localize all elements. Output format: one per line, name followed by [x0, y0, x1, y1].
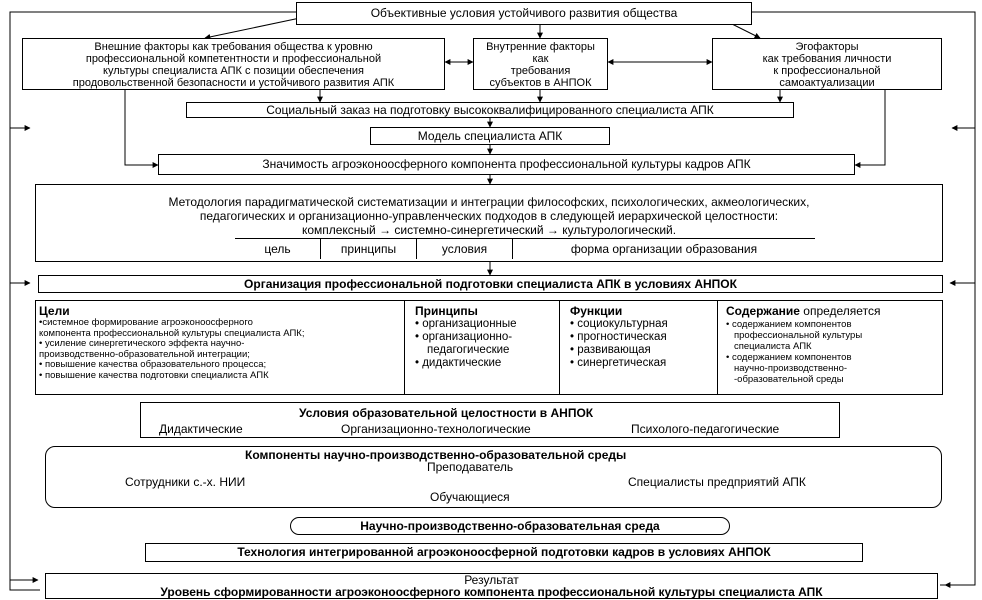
internal-line: требования	[510, 65, 571, 77]
methodology-line: комплексный → системно-синергетический → культурологический.	[301, 223, 677, 237]
goal-item: •системное формирование агроэконоосферного	[39, 317, 253, 328]
methodology-cell: форма организации образования	[570, 242, 758, 256]
goal-item: производственно-образовательной интеграции;	[39, 348, 250, 360]
teacher-node: Преподаватель	[427, 460, 514, 474]
condition-item: Психолого-педагогические	[631, 422, 780, 436]
ego-line: как требования личности	[762, 53, 892, 65]
external-line: продовольственной безопасности и устойчивого развития АПК	[72, 77, 395, 89]
function-item: • социокультурная	[570, 318, 668, 330]
principle-item: педагогические	[427, 344, 510, 356]
methodology-cell: цель	[235, 239, 321, 259]
external-factors-box	[22, 38, 445, 90]
content-item: специалиста АПК	[734, 341, 812, 352]
principle-item: • организационные	[415, 318, 517, 330]
internal-line: как	[532, 53, 549, 65]
external-line: Внешние факторы как требования общества к уровню	[94, 41, 373, 53]
internal-line: Внутренние факторы	[486, 41, 595, 53]
content-item: научно-производственно-	[734, 363, 848, 374]
significance-text: Значимость агроэконоосферного компонента профессиональной культуры кадров АПК	[262, 157, 751, 171]
functions-heading: Функции	[570, 304, 623, 318]
goals-column	[35, 300, 405, 395]
result-box	[45, 573, 938, 599]
ego-line: Эгофакторы	[795, 41, 859, 53]
internal-line: субъектов в АНПОК	[489, 77, 592, 89]
content-column	[718, 300, 943, 395]
result-text: Уровень сформированности агроэконоосферного компонента профессиональной культуры специалиста АПК	[160, 585, 823, 599]
methodology-line: Методология парадигматической систематизации и интеграции философских, психологических, акмеологических,	[168, 195, 810, 209]
methodology-line: педагогических и организационно-управленческих подходов в следующей иерархической целостности:	[199, 209, 779, 223]
function-item: • синергетическая	[570, 357, 667, 369]
principle-item: • организационно-	[415, 331, 513, 343]
social-order-box	[186, 102, 794, 118]
goal-item: компонента профессиональной культуры специалиста АПК;	[39, 327, 305, 339]
title-text: Объективные условия устойчивого развития общества	[370, 6, 678, 20]
significance-box	[158, 154, 855, 175]
principles-column	[405, 300, 560, 395]
content-item: профессиональной культуры	[734, 330, 863, 341]
ego-line: самоактуализации	[779, 77, 875, 89]
organization-box	[38, 275, 943, 293]
technology-box	[145, 543, 863, 562]
methodology-cell: принципы	[321, 239, 417, 259]
internal-factors-box	[473, 38, 608, 90]
model-text: Модель специалиста АПК	[417, 129, 563, 143]
result-label: Результат	[464, 573, 519, 587]
goals-heading: Цели	[39, 304, 70, 318]
conditions-title: Условия образовательной целостности в АНПОК	[299, 406, 594, 420]
ego-factors-box	[712, 38, 942, 90]
function-item: • прогностическая	[570, 331, 667, 343]
technology-text: Технология интегрированной агроэконоосферной подготовки кадров в условиях АНПОК	[237, 545, 771, 559]
model-box	[370, 127, 610, 145]
conditions-box	[140, 402, 840, 438]
methodology-cell: условия	[417, 239, 513, 259]
principle-item: • дидактические	[415, 357, 502, 369]
external-line: культуры специалиста АПК с позиции обеспечения	[103, 65, 364, 77]
condition-item: Организационно-технологические	[341, 422, 531, 436]
content-item: • содержанием компонентов	[726, 352, 852, 363]
social-order-text: Социальный заказ на подготовку высококвалифицированного специалиста АПК	[266, 103, 714, 117]
title-box	[296, 2, 752, 25]
methodology-cells	[235, 238, 815, 259]
environment-label	[290, 517, 730, 535]
external-line: профессиональной компетентности и профессиональной	[85, 53, 382, 65]
function-item: • развивающая	[570, 344, 651, 356]
condition-item: Дидактические	[159, 422, 243, 436]
content-heading-rest: определяется	[799, 304, 881, 318]
goal-item: • повышение качества подготовки специалиста АПК	[39, 369, 269, 381]
ego-line: к профессиональной	[773, 65, 881, 77]
environment-title: Компоненты научно-производственно-образовательной среды	[245, 448, 627, 462]
goal-item: • повышение качества образовательного процесса;	[39, 359, 267, 370]
students-node: Обучающиеся	[430, 490, 510, 504]
functions-column	[560, 300, 718, 395]
environment-label-text: Научно-производственно-образовательная среда	[360, 519, 660, 533]
content-item: • содержанием компонентов	[726, 319, 852, 330]
goal-item: • усиление синергетического эффекта научно-	[39, 338, 245, 349]
specialists-node: Специалисты предприятий АПК	[628, 475, 806, 489]
content-item: -образовательной среды	[734, 374, 844, 385]
researchers-node: Сотрудники с.-х. НИИ	[125, 475, 246, 489]
content-heading: Содержание	[726, 304, 800, 318]
principles-heading: Принципы	[415, 304, 478, 318]
organization-text: Организация профессиональной подготовки специалиста АПК в условиях АНПОК	[244, 277, 737, 291]
